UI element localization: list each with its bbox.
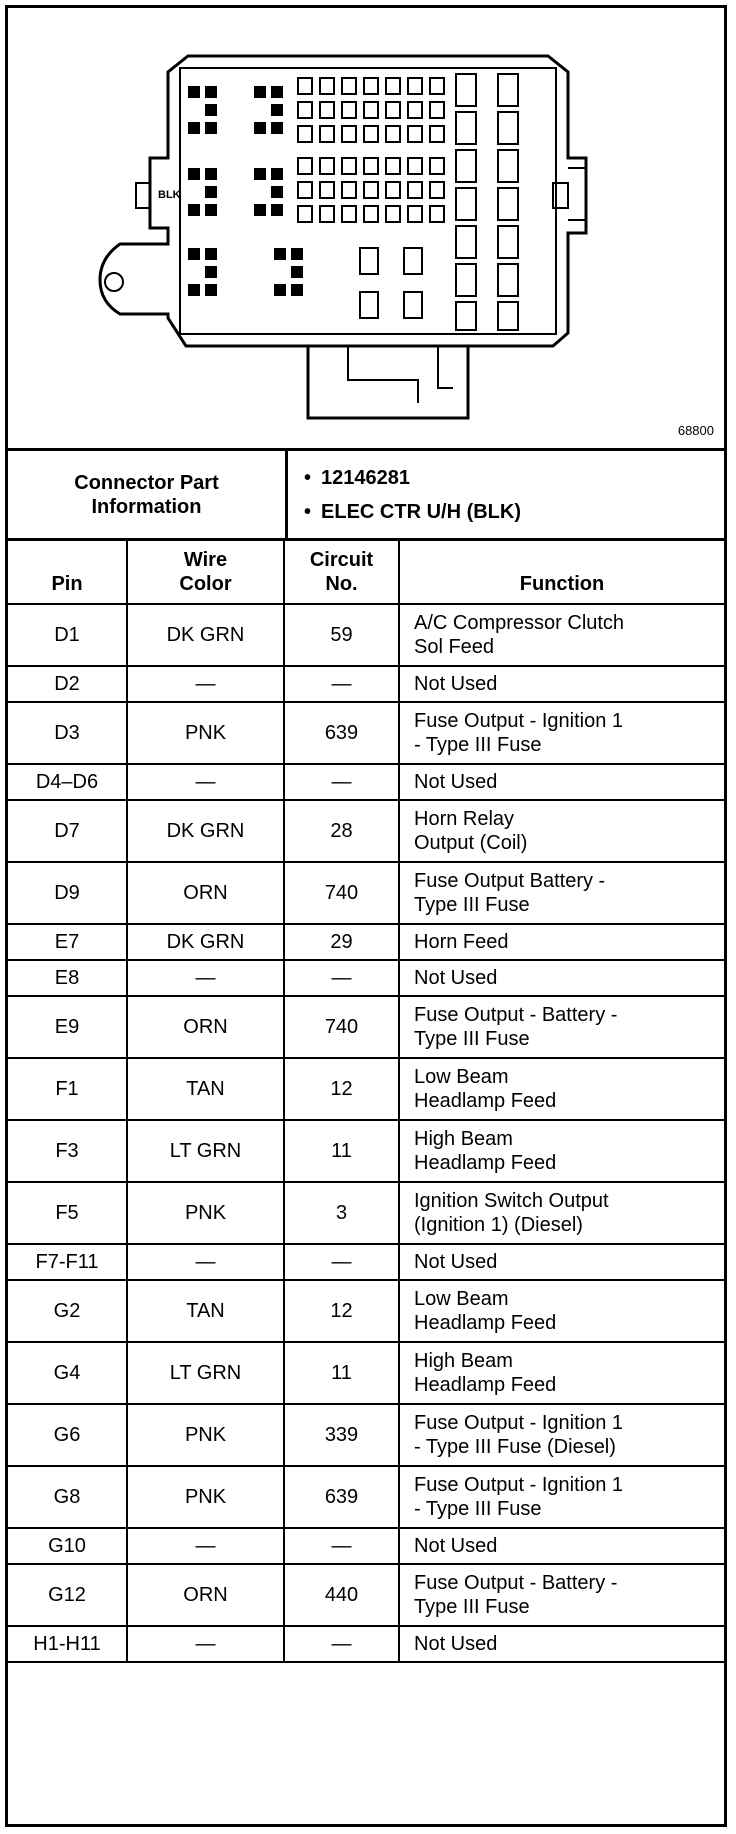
circuit-number-cell: —: [284, 1528, 399, 1564]
circuit-number-cell: 740: [284, 996, 399, 1058]
function-cell: Fuse Output - Battery - Type III Fuse: [399, 996, 724, 1058]
wire-color-cell: —: [127, 1244, 284, 1280]
circuit-number-cell: 11: [284, 1342, 399, 1404]
wire-color-cell: DK GRN: [127, 924, 284, 960]
wire-color-cell: LT GRN: [127, 1342, 284, 1404]
wire-color-cell: PNK: [127, 1404, 284, 1466]
table-row: [8, 862, 724, 924]
table-row: [8, 1564, 724, 1626]
connector-part-information: [8, 451, 724, 541]
table-row: [8, 996, 724, 1058]
wire-color-cell: DK GRN: [127, 604, 284, 666]
pin-cell: G6: [8, 1404, 127, 1466]
table-row: [8, 1182, 724, 1244]
connector-drawing: [8, 8, 724, 448]
pin-cell: G12: [8, 1564, 127, 1626]
wire-color-cell: —: [127, 764, 284, 800]
circuit-number-cell: 12: [284, 1058, 399, 1120]
function-cell: Horn Feed: [399, 924, 724, 960]
header-pin: Pin: [8, 539, 127, 604]
function-cell: Low Beam Headlamp Feed: [399, 1280, 724, 1342]
wire-color-cell: —: [127, 960, 284, 996]
pin-cell: D7: [8, 800, 127, 862]
pin-cell: F7-F11: [8, 1244, 127, 1280]
function-cell: Horn Relay Output (Coil): [399, 800, 724, 862]
function-cell: Not Used: [399, 1528, 724, 1564]
function-cell: Low Beam Headlamp Feed: [399, 1058, 724, 1120]
table-row: [8, 800, 724, 862]
table-row: [8, 1244, 724, 1280]
circuit-number-cell: 12: [284, 1280, 399, 1342]
circuit-number-cell: —: [284, 1244, 399, 1280]
pin-cell: D3: [8, 702, 127, 764]
pin-cell: G2: [8, 1280, 127, 1342]
wire-color-cell: LT GRN: [127, 1120, 284, 1182]
table-row: [8, 1626, 724, 1662]
table-row: [8, 764, 724, 800]
wire-color-cell: —: [127, 1528, 284, 1564]
table-header-row: [8, 539, 724, 604]
wire-color-cell: PNK: [127, 702, 284, 764]
header-wire-color: Wire Color: [127, 539, 284, 604]
pin-cell: E7: [8, 924, 127, 960]
pin-table: [8, 538, 724, 1663]
figure-number: 68800: [677, 423, 714, 438]
table-row: [8, 1342, 724, 1404]
circuit-number-cell: —: [284, 764, 399, 800]
circuit-number-cell: 29: [284, 924, 399, 960]
connector-description: • ELEC CTR U/H (BLK): [304, 495, 521, 529]
function-cell: Not Used: [399, 1244, 724, 1280]
function-cell: A/C Compressor Clutch Sol Feed: [399, 604, 724, 666]
table-row: [8, 702, 724, 764]
function-cell: Fuse Output Battery - Type III Fuse: [399, 862, 724, 924]
table-row: [8, 1120, 724, 1182]
wire-color-cell: PNK: [127, 1466, 284, 1528]
function-cell: Fuse Output - Ignition 1 - Type III Fuse: [399, 702, 724, 764]
wire-color-cell: —: [127, 666, 284, 702]
connector-figure: [8, 8, 724, 451]
table-row: [8, 604, 724, 666]
pin-cell: D1: [8, 604, 127, 666]
table-row: [8, 1058, 724, 1120]
header-function: Function: [399, 539, 724, 604]
circuit-number-cell: 3: [284, 1182, 399, 1244]
wire-color-cell: —: [127, 1626, 284, 1662]
function-cell: Fuse Output - Ignition 1 - Type III Fuse: [399, 1466, 724, 1528]
pin-cell: H1-H11: [8, 1626, 127, 1662]
table-row: [8, 924, 724, 960]
pin-cell: D4–D6: [8, 764, 127, 800]
table-row: [8, 666, 724, 702]
pin-cell: G10: [8, 1528, 127, 1564]
connector-info-values: [304, 461, 521, 529]
circuit-number-cell: 11: [284, 1120, 399, 1182]
pin-cell: D9: [8, 862, 127, 924]
function-cell: Not Used: [399, 1626, 724, 1662]
function-cell: Not Used: [399, 764, 724, 800]
connector-part-number: • 12146281: [304, 461, 521, 495]
circuit-number-cell: 339: [284, 1404, 399, 1466]
wire-color-cell: PNK: [127, 1182, 284, 1244]
function-cell: Not Used: [399, 666, 724, 702]
wire-color-cell: TAN: [127, 1058, 284, 1120]
connector-info-label: Connector Part Information: [8, 451, 288, 538]
circuit-number-cell: —: [284, 666, 399, 702]
connector-label-text: BLK: [158, 189, 181, 201]
function-cell: High Beam Headlamp Feed: [399, 1342, 724, 1404]
pin-cell: F5: [8, 1182, 127, 1244]
wire-color-cell: ORN: [127, 1564, 284, 1626]
pin-table-body: [8, 604, 724, 1662]
table-row: [8, 1280, 724, 1342]
circuit-number-cell: —: [284, 960, 399, 996]
pin-cell: G8: [8, 1466, 127, 1528]
function-cell: High Beam Headlamp Feed: [399, 1120, 724, 1182]
wire-color-cell: ORN: [127, 996, 284, 1058]
pin-cell: D2: [8, 666, 127, 702]
function-cell: Fuse Output - Battery - Type III Fuse: [399, 1564, 724, 1626]
document-frame: [5, 5, 727, 1827]
circuit-number-cell: —: [284, 1626, 399, 1662]
pin-cell: G4: [8, 1342, 127, 1404]
pin-cell: F1: [8, 1058, 127, 1120]
circuit-number-cell: 639: [284, 1466, 399, 1528]
circuit-number-cell: 639: [284, 702, 399, 764]
table-row: [8, 1466, 724, 1528]
wire-color-cell: ORN: [127, 862, 284, 924]
circuit-number-cell: 28: [284, 800, 399, 862]
circuit-number-cell: 440: [284, 1564, 399, 1626]
function-cell: Ignition Switch Output (Ignition 1) (Diesel): [399, 1182, 724, 1244]
table-row: [8, 1528, 724, 1564]
pin-cell: F3: [8, 1120, 127, 1182]
circuit-number-cell: 740: [284, 862, 399, 924]
pin-cell: E9: [8, 996, 127, 1058]
function-cell: Not Used: [399, 960, 724, 996]
table-row: [8, 960, 724, 996]
pin-cell: E8: [8, 960, 127, 996]
wire-color-cell: TAN: [127, 1280, 284, 1342]
header-circuit-no: Circuit No.: [284, 539, 399, 604]
function-cell: Fuse Output - Ignition 1 - Type III Fuse (Diesel): [399, 1404, 724, 1466]
circuit-number-cell: 59: [284, 604, 399, 666]
wire-color-cell: DK GRN: [127, 800, 284, 862]
table-row: [8, 1404, 724, 1466]
